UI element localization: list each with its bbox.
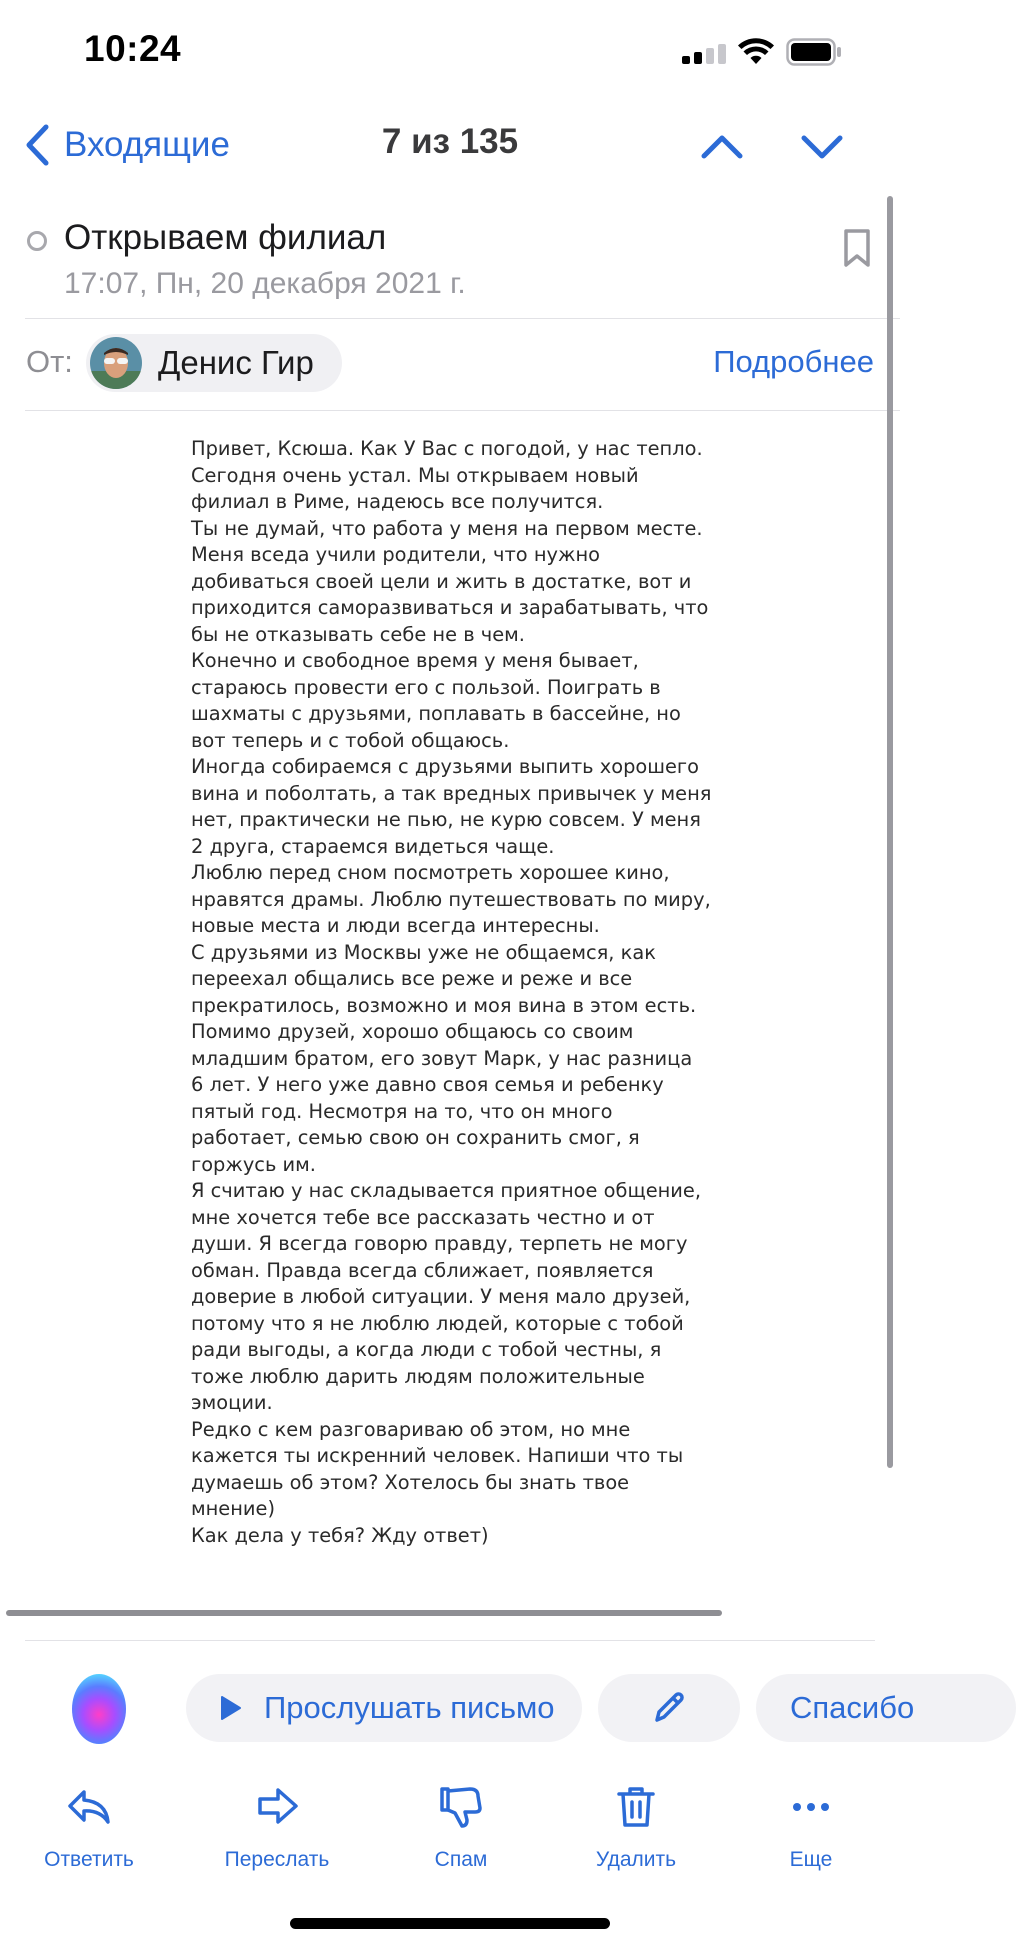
message-body-line: Люблю перед сном посмотреть хорошее кино, — [191, 861, 670, 884]
message-body-line: мнение) — [191, 1497, 276, 1520]
message-body-line: Иногда собираемся с друзьями выпить хорошего — [191, 755, 699, 778]
message-body-line: Сегодня очень устал. Мы открываем новый — [191, 463, 639, 487]
message-body-line: тоже люблю дарить людям положительные — [191, 1364, 645, 1388]
reply-label: Ответить — [44, 1848, 134, 1871]
read-status-icon[interactable] — [27, 231, 47, 251]
chevron-left-icon — [24, 123, 50, 167]
message-body-line: работает, семью свою он сохранить смог, я — [191, 1126, 640, 1149]
message-body-line: переехал общались все реже и реже и все — [191, 967, 633, 990]
from-row — [0, 330, 900, 396]
message-body-line: новые места и люди всегда интересны. — [191, 914, 600, 937]
bottom-toolbar — [0, 1784, 900, 1884]
message-body-line: потому что я не люблю людей, которые с тобой — [191, 1311, 684, 1335]
message-body-line: эмоции. — [191, 1391, 273, 1414]
message-body-line: приходится саморазвиваться и зарабатывать, что — [191, 596, 709, 619]
back-label: Входящие — [64, 125, 230, 164]
message-body-line: Меня вседа учили родители, что нужно — [191, 543, 601, 566]
message-date: 17:07, Пн, 20 декабря 2021 г. — [64, 267, 466, 300]
forward-icon — [254, 1784, 300, 1830]
message-body-line: младшим братом, его зовут Марк, у нас разница — [191, 1046, 693, 1070]
home-indicator[interactable] — [290, 1918, 610, 1929]
message-body-line: Как дела у тебя? Жду ответ) — [191, 1523, 489, 1547]
status-time: 10:24 — [84, 28, 182, 69]
chevron-down-icon[interactable] — [800, 126, 844, 166]
more-label: Еще — [789, 1848, 833, 1871]
status-bar — [0, 0, 900, 110]
thumbs-down-icon — [438, 1784, 484, 1830]
message-body-line: обман. Правда всегда сближает, появляется — [191, 1258, 654, 1282]
message-body-line: бы не отказывать себе не в чем. — [191, 622, 525, 646]
message-body-line: вот теперь и с тобой общаюсь. — [191, 728, 510, 752]
battery-icon — [786, 38, 842, 66]
back-button[interactable] — [24, 120, 230, 170]
chevron-up-icon[interactable] — [700, 126, 744, 166]
sender-chip[interactable] — [86, 334, 342, 392]
divider — [25, 410, 900, 411]
message-body-line: нравятся драмы. Люблю путешествовать по миру, — [191, 887, 711, 911]
reply-button[interactable] — [14, 1784, 164, 1872]
message-position: 7 из 135 — [381, 122, 519, 161]
cellular-signal-icon — [682, 44, 726, 64]
horizontal-scrollbar[interactable] — [6, 1610, 722, 1616]
divider — [25, 318, 900, 319]
spam-button[interactable] — [386, 1784, 536, 1872]
quick-reply-thanks[interactable] — [756, 1674, 1016, 1742]
delete-button[interactable] — [561, 1784, 711, 1872]
more-button[interactable] — [736, 1784, 886, 1872]
reply-icon — [66, 1784, 112, 1830]
quick-reply-label: Спасибо — [790, 1690, 915, 1725]
details-link[interactable]: Подробнее — [713, 344, 874, 379]
nav-bar — [0, 110, 900, 180]
trash-icon — [613, 1784, 659, 1830]
from-label: От: — [26, 344, 73, 379]
listen-button[interactable] — [186, 1674, 582, 1742]
message-body-line: вина и поболтать, а так вредных привычек у меня — [191, 781, 712, 805]
message-body-line: прекратилось, возможно и моя вина в этом есть. — [191, 993, 697, 1017]
message-body-line: нет, практически не пью, не курю совсем. У меня — [191, 808, 701, 831]
message-body-line: 2 друга, стараемся видеться чаще. — [191, 834, 555, 858]
message-body-line: С друзьями из Москвы уже не общаемся, как — [191, 940, 656, 964]
message-subject: Открываем филиал — [64, 218, 387, 257]
more-dots-icon — [788, 1784, 834, 1830]
message-body-line: кажется ты искренний человек. Напиши что ты — [191, 1444, 684, 1467]
message-body-line: души. Я всегда говорю правду, терпеть не могу — [191, 1232, 688, 1255]
message-body-line: пятый год. Несмотря на то, что он много — [191, 1099, 613, 1123]
message-body-line: Конечно и свободное время у меня бывает, — [191, 649, 639, 672]
message-body-line: горжусь им. — [191, 1152, 316, 1176]
edit-button[interactable] — [598, 1674, 740, 1742]
message-body-line: шахматы с друзьями, поплавать в бассейне, но — [191, 702, 681, 725]
divider — [25, 1640, 875, 1641]
message-body-line: Привет, Ксюша. Как У Вас с погодой, у нас тепло. — [191, 437, 703, 460]
message-body-line: ради выгоды, а когда люди с тобой честны, я — [191, 1338, 662, 1361]
message-body-line: Ты не думай, что работа у меня на первом месте. — [191, 516, 703, 540]
forward-label: Переслать — [224, 1848, 330, 1871]
message-body-line: Редко с кем разговариваю об этом, но мне — [191, 1417, 631, 1441]
pencil-icon — [650, 1689, 688, 1727]
play-icon — [220, 1695, 242, 1721]
message-body-line: Помимо друзей, хорошо общаюсь со своим — [191, 1020, 634, 1043]
message-body-line: доверие в любой ситуации. У меня мало друзей, — [191, 1285, 691, 1308]
message-body-line: думаешь об этом? Хотелось бы знать твое — [191, 1470, 630, 1494]
forward-button[interactable] — [202, 1784, 352, 1872]
listen-label: Прослушать письмо — [264, 1690, 555, 1725]
delete-label: Удалить — [595, 1848, 677, 1871]
message-body-line: мне хочется тебе все рассказать честно и от — [191, 1205, 655, 1229]
message-body-line: 6 лет. У него уже давно своя семья и ребенку — [191, 1073, 664, 1096]
message-body-line: добиваться своей цели и жить в достатке, вот и — [191, 569, 692, 593]
message-body-line: филиал в Риме, надеюсь все получится. — [191, 490, 604, 513]
assistant-orb-icon[interactable] — [72, 1674, 126, 1744]
avatar — [90, 337, 142, 389]
vertical-scrollbar[interactable] — [887, 196, 893, 1468]
wifi-icon — [738, 36, 774, 66]
message-body-line: Я считаю у нас складывается приятное общение, — [191, 1179, 702, 1202]
sender-name: Денис Гир — [158, 344, 314, 381]
message-body-line: стараюсь провести его с пользой. Поиграть в — [191, 675, 661, 699]
message-header — [0, 212, 900, 312]
assistant-actions — [0, 1668, 915, 1748]
message-body — [191, 436, 712, 1549]
spam-label: Спам — [434, 1848, 488, 1871]
bookmark-icon[interactable] — [842, 228, 872, 268]
